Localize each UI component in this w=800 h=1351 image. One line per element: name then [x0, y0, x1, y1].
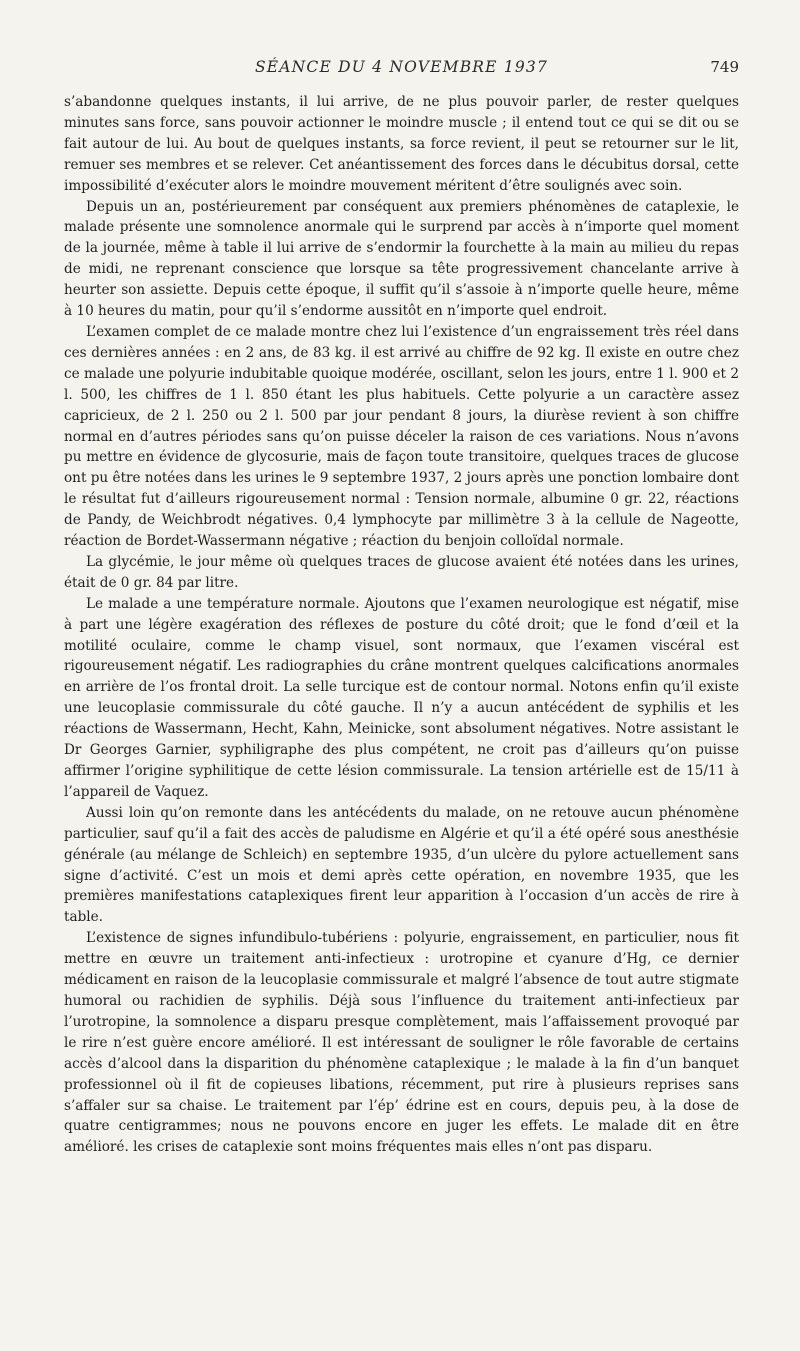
paragraph-examination: L’examen complet de ce malade montre chez lui l’existence d’un engraissement très réel dans ces dernières années : en 2 ans, de 83 kg. il est arrivé au chiffre de 92 kg. Il existe en outre chez ce malade une polyurie indubitable quoique modérée, oscillant, selon les jours, entre 1 l. 900 et 2 l. 500, les chiffres de 1 l. 850 étant les plus habituels. Cette polyurie a un caractère assez capricieux, de 2 l. 250 ou 2 l. 500 par jour pendant 8 jours, la diurèse revient à son chiffre normal en d’autres périodes sans qu’on puisse déceler la raison de ces variations. Nous n’avons pu mettre en évidence de glycosurie, mais de façon toute transitoire, quelques traces de glucose ont pu être notées dans les urines le 9 septembre 1937, 2 jours après une ponction lombaire dont le résultat fut d’ailleurs rigoureusement normal : Tension normale, albumine 0 gr. 22, réactions de Pandy, de Weichbrodt négatives. 0,4 lymphocyte par millimètre 3 à la cellule de Nageotte, réaction de Bordet-Wassermann négative ; réaction du benjoin colloïdal normale.: [64, 323, 739, 550]
page-header: [64, 58, 739, 84]
running-head: SÉANCE DU 4 NOVEMBRE 1937: [254, 58, 549, 76]
paragraph-antecedents: Aussi loin qu’on remonte dans les antécédents du malade, on ne retouve aucun phénomène particulier, sauf qu’il a fait des accès de paludisme en Algérie et qu’il a été opéré sous anesthésie générale (au mélange de Schleich) en septembre 1935, d’un ulcère du pylore actuellement sans signe d’activité. C’est un mois et demi après cette opération, en novembre 1935, que les premières manifestations cataplexiques firent leur apparition à l’occasion d’un accès de rire à table.: [64, 804, 739, 926]
paragraph-somnolence: Depuis un an, postérieurement par conséquent aux premiers phénomènes de cataplexie, le malade présente une somnolence anormale qui le surprend par accès à n’importe quel moment de la journée, même à table il lui arrive de s’endormir la fourchette à la main au milieu du repas de midi, ne reprenant conscience que lorsque sa tête progressivement chancelante arrive à heurter son assiette. Depuis cette époque, il suffit qu’il s’assoie à n’importe quelle heure, même à 10 heures du matin, pour qu’il s’endorme aussitôt en n’importe quel endroit.: [64, 198, 739, 320]
paragraph-treatment: L’existence de signes infundibulo-tubériens : polyurie, engraissement, en particulier, nous fit mettre en œuvre un traitement anti-infectieux : urotropine et cyanure d’Hg, ce dernier médicament en raison de la leucoplasie commissurale et malgré l’absence de tout autre stigmate humoral ou rachidien de syphilis. Déjà sous l’influence du traitement anti-infectieux par l’urotropine, la somnolence a disparu presque complètement, mais l’affaissement provoqué par le rire n’est guère encore amélioré. Il est intéressant de souligner le rôle favorable de certains accès d’alcool dans la disparition du phénomène cataplexique ; le malade à la fin d’un banquet professionnel où il fit de copieuses libations, récemment, put rire à plusieurs reprises sans s’affaler sur sa chaise. Le traitement par l’ép’ édrine est en cours, depuis peu, à la dose de quatre centigrammes; nous ne pouvons encore en juger les effets. Le malade dit en être amélioré. les crises de cataplexie sont moins fréquentes mais elles n’ont pas disparu.: [64, 930, 739, 1156]
page-number: 749: [710, 58, 739, 76]
paragraph-continuation: s’abandonne quelques instants, il lui arrive, de ne plus pouvoir parler, de rester quelques minutes sans force, sans pouvoir actionner le moindre muscle ; il entend tout ce qui se dit ou se fait autour de lui. Au bout de quelques instants, sa force revient, il peut se retourner sur le lit, remuer ses membres et se relever. Cet anéantissement des forces dans le décubitus dorsal, cette impossibilité d’exécuter alors le moindre mouvement méritent d’être soulignés avec soin.: [64, 94, 739, 194]
paragraph-glycemia: La glycémie, le jour même où quelques traces de glucose avaient été notées dans les urines, était de 0 gr. 84 par litre.: [64, 553, 739, 591]
paragraph-temperature: Le malade a une température normale. Ajoutons que l’examen neurologique est négatif, mise à part une légère exagération des réflexes de posture du côté droit; que le fond d’œil et la motilité oculaire, comme le champ visuel, sont normaux, que l’examen viscéral est rigoureusement négatif. Les radiographies du crâne montrent quelques calcifications anormales en arrière de l’os frontal droit. La selle turcique est de contour normal. Notons enfin qu’il existe une leucoplasie commissurale du côté gauche. Il n’y a aucun antécédent de syphilis et les réactions de Wassermann, Hecht, Kahn, Meinicke, sont absolument négatives. Notre assistant le Dr Georges Garnier, syphiligraphe des plus compétent, ne croit pas d’ailleurs qu’on puisse affirmer l’origine syphilitique de cette lésion commissurale. La tension artérielle est de 15/11 à l’appareil de Vaquez.: [64, 595, 739, 800]
body-text: [64, 92, 739, 1158]
